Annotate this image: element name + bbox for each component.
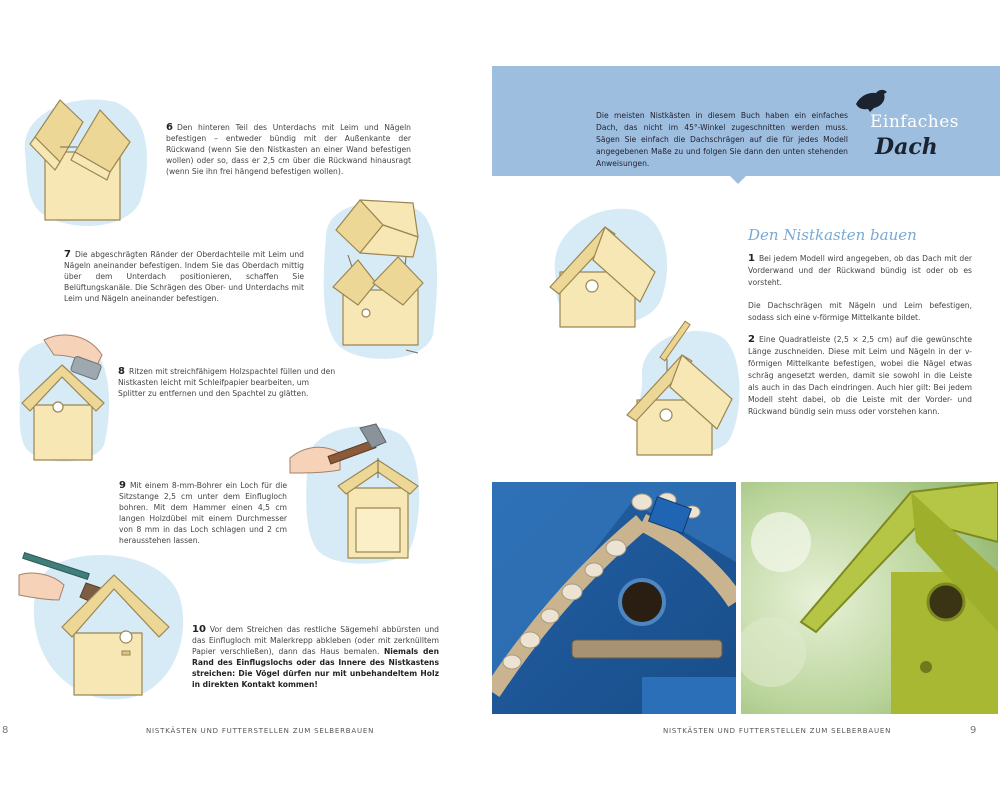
- right-step-1b: Die Dachschrägen mit Nägeln und Leim befestigen, sodass sich eine v-förmige Mittelkante bildet.: [748, 301, 972, 322]
- step-8: 8 Ritzen mit streichfähigem Holzspachtel füllen und den Nistkasten leicht mit Schleifpapier bearbeiten, um Splitter zu entfernen und den Spachtel zu glätten.: [118, 366, 336, 398]
- step-7: 7 Die abgeschrägten Ränder der Oberdachteile mit Leim und Nägeln aneinander befestigen. Indem Sie das Oberdach mittig über dem Unterdach positionieren, schaffen Sie Belüftungskanäle. Die Schrägen des Ober- und Unterdachs mit Leim und Nägeln aneinander befestigen.: [64, 249, 304, 303]
- illustration-step-6: [15, 92, 155, 232]
- banner-pointer: [730, 176, 746, 184]
- illustration-roof-2: [622, 315, 742, 460]
- page-number-left: 8: [2, 725, 9, 736]
- step-10: 10 Vor dem Streichen das restliche Sägemehl abbürsten und das Einflugloch mit Malerkrepp abkleben (oder mit zerknülltem Papier verschließen), dann das Haus bemalen. Niemals den Rand des Einflugslochs oder das Innere des Nistkastens streichen: Die Vögel dürfen nur mit unbehandeltem Holz in direkten Kontakt kommen!: [192, 624, 439, 689]
- banner-title-line1: Einfaches: [870, 112, 959, 132]
- banner-intro-text: Die meisten Nistkästen in diesem Buch haben ein einfaches Dach, das nicht im 45°-Winkel zugeschnitten werden muss. Sägen Sie einfach die Dachschrägen auf die für jedes Modell angegebenen Maße zu und folgen Sie dann den unten stehenden Anweisungen.: [596, 111, 848, 168]
- illustration-step-9: [288, 418, 428, 568]
- photo-blue-birdhouse: [492, 482, 736, 714]
- illustration-step-10: [14, 545, 189, 705]
- footer-right: NISTKÄSTEN UND FUTTERSTELLEN ZUM SELBERBAUEN: [663, 727, 892, 735]
- step-9: 9 Mit einem 8-mm-Bohrer ein Loch für die Sitzstange 2,5 cm unter dem Einflugloch bohren. Mit dem Hammer einen 4,5 cm langen Holzdübel mit einem Durchmesser von 8 mm in das Loch schlagen und 2 cm herausstehen lassen.: [119, 480, 287, 545]
- page-number-right: 9: [970, 725, 977, 736]
- banner-title-line2: Dach: [875, 134, 938, 160]
- right-step-2: 2 Eine Quadratleiste (2,5 × 2,5 cm) auf die gewünschte Länge zuschneiden. Diese mit Leim und Nägeln in der v-förmigen Mittelkante befestigen, wobei die Nägel etwas schräg angesetzt werden, damit sie sowohl in die Leiste als auch in das Dach eindringen. Auch hier gilt: Bei jedem Modell steht dabei, ob die Leiste mit der Vorder- und Rückwand bündig sein muss oder vorstehen kann.: [748, 334, 972, 416]
- illustration-step-7: [318, 195, 443, 365]
- illustration-roof-1: [545, 202, 670, 332]
- bird-icon: [852, 86, 890, 114]
- footer-left: NISTKÄSTEN UND FUTTERSTELLEN ZUM SELBERBAUEN: [146, 727, 375, 735]
- step-6: 6 Den hinteren Teil des Unterdachs mit Leim und Nägeln befestigen – entweder bündig mit der Außenkante der Rückwand (wenn Sie den Nistkasten an einer Wand befestigen wollen) oder so, dass er 2,5 cm über die Rückwand hinausragt (wenn Sie ihn frei hängend befestigen wollen).: [166, 122, 411, 176]
- section-title: Den Nistkasten bauen: [748, 226, 917, 244]
- photo-green-birdhouse: [741, 482, 998, 714]
- right-step-1: 1 Bei jedem Modell wird angegeben, ob das Dach mit der Vorderwand und der Rückwand bündig ist oder ob es vorsteht.: [748, 253, 972, 287]
- illustration-step-8: [14, 325, 114, 467]
